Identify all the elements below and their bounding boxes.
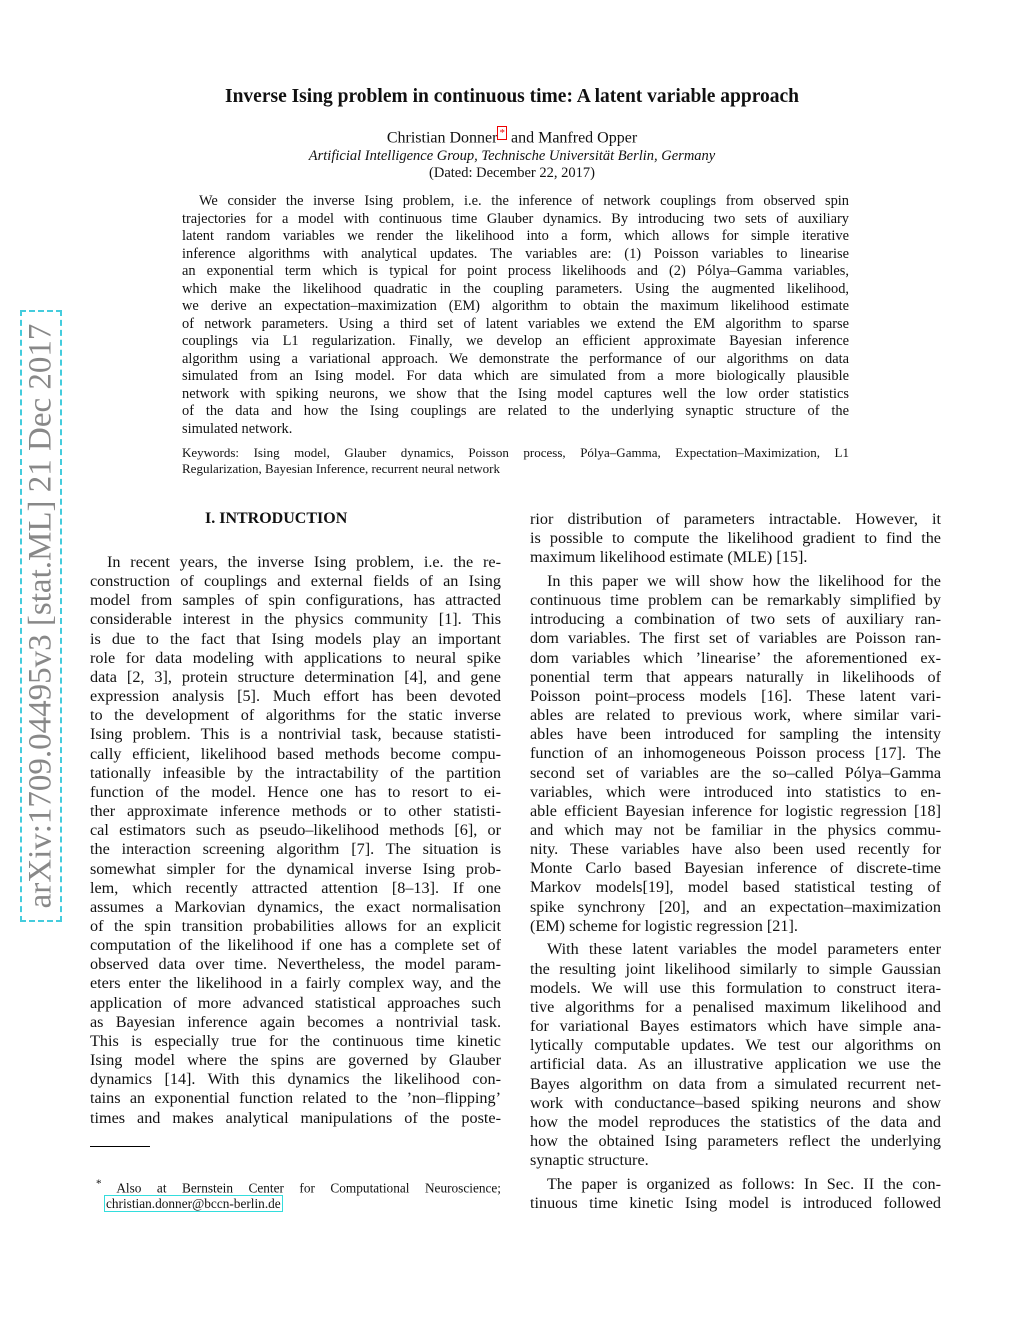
text-line: ables have been introduced for sampling the intensity (530, 725, 941, 744)
paragraph (90, 553, 501, 1128)
text-line: continuous time problem can be remarkably simplified by (530, 591, 941, 610)
left-column (90, 553, 501, 1128)
footnote-text: Also at Bernstein Center for Computational Neuroscience; (116, 1180, 501, 1196)
section-heading: I. INTRODUCTION (205, 510, 348, 527)
text-line: able efficient Bayesian inference for logistic regression [18] (530, 801, 941, 820)
text-line: lytically computable updates. We test our algorithms on (530, 1036, 941, 1055)
text-line: somewhat simpler for the dynamical inverse Ising prob- (90, 859, 501, 878)
text-line: tinuous time kinetic Ising model is introduced followed (530, 1193, 941, 1212)
text-line: Markov models[19], model based statistical testing of (530, 878, 941, 897)
text-line: model from samples of spin configurations, has attracted (90, 591, 501, 610)
text-line: function of the model. Hence one has to resort to ei- (90, 782, 501, 801)
paragraph (530, 940, 941, 1170)
text-line: ables are related to previous work, where similar vari- (530, 706, 941, 725)
text-line: This is especially true for the continuous time kinetic (90, 1031, 501, 1050)
email-link[interactable]: christian.donner@bccn-berlin.de (106, 1196, 281, 1212)
text-line: construction of couplings and external fields of an Ising (90, 572, 501, 591)
text-line: Bayes algorithm on data from a simulated recurrent net- (530, 1074, 941, 1093)
authors (0, 129, 1024, 147)
author-2: and Manfred Opper (506, 129, 638, 147)
text-line: role for data modeling with applications to neural spike (90, 648, 501, 667)
text-line: as Bayesian inference again becomes a nontrivial task. (90, 1012, 501, 1031)
text-line: expression analysis [5]. Much effort has been devoted (90, 687, 501, 706)
text-line: data [2, 3], protein structure determination [4], and gene (90, 667, 501, 686)
text-line: Monte Carlo based Bayesian inference of discrete-time (530, 859, 941, 878)
text-line: couplings via L1 regularization. Finally, we develop an efficient approximate Bayesian inference (182, 333, 849, 349)
text-line: simulated from an Ising model. For data which are simulated from a more biologically plausible (182, 368, 849, 384)
text-line: nity. These variables have also been used recently for (530, 840, 941, 859)
text-line: assumes a Markovian dynamics, the exact normalisation (90, 897, 501, 916)
text-line: is possible to compute the likelihood gradient to find the (530, 529, 941, 548)
text-line: simulated network. (182, 420, 293, 437)
text-line: of the data and how the Ising couplings are related to the underlying synaptic structure of the (182, 403, 849, 419)
text-line: artificial data. As an illustrative application we use the (530, 1055, 941, 1074)
text-line: second set of variables are the so–called Pólya–Gamma (530, 763, 941, 782)
text-line: models. We will use this formulation to construct itera- (530, 978, 941, 997)
arxiv-stamp (20, 310, 62, 922)
footnote (90, 1176, 501, 1212)
text-line: tationally infeasible by the intractability of the partition (90, 763, 501, 782)
text-line: Regularization, Bayesian Inference, recurrent neural network (182, 461, 500, 476)
text-line: In recent years, the inverse Ising problem, i.e. the re- (107, 553, 501, 571)
keywords (182, 445, 849, 477)
text-line: ther approximate inference methods or to other statisti- (90, 802, 501, 821)
text-line: of the spin transition probabilities allows for an explicit (90, 916, 501, 935)
paper-title: Inverse Ising problem in continuous time: A latent variable approach (224, 86, 800, 107)
text-line: With these latent variables the model parameters enter (547, 940, 941, 959)
text-line: dom variables which ’linearise’ the aforementioned ex- (530, 648, 941, 667)
text-line: introducing a combination of two sets of auxiliary ran- (530, 610, 941, 629)
text-line: times and makes analytical manipulations of the poste- (90, 1108, 501, 1127)
text-line: for variational Bayes estimators which have simple ana- (530, 1017, 941, 1036)
text-line: (EM) scheme for logistic regression [21]. (530, 916, 798, 935)
text-line: variables, which were introduced into statistics to en- (530, 782, 941, 801)
text-line: cal estimators such as pseudo–likelihood methods [6], or (90, 821, 501, 840)
text-line: synaptic structure. (530, 1151, 649, 1170)
text-line: Ising problem. This is a nontrivial task, because statisti- (90, 725, 501, 744)
text-line: cally efficient, likelihood based methods become compu- (90, 744, 501, 763)
text-line: work with conductance–based spiking neurons and show (530, 1093, 941, 1112)
text-line: and which may not be familiar in the physics commu- (530, 821, 941, 839)
text-line: inference algorithms with analytical updates. The variables are: (1) Poisson variables to linearise (182, 245, 849, 262)
text-line: dynamics [14]. With this dynamics the likelihood con- (90, 1070, 501, 1089)
text-line: ponential term that appears naturally in likelihoods of (530, 667, 941, 686)
arxiv-identifier: arXiv:1709.04495v3 [stat.ML] 21 Dec 2017 (22, 323, 59, 909)
text-line: The paper is organized as follows: In Sec. II the con- (547, 1174, 941, 1193)
text-line: lem, which recently attracted attention [8–13]. If one (90, 878, 501, 897)
text-line: dom variables. The first set of variables are Poisson ran- (530, 629, 941, 648)
text-line: algorithm using a variational approach. We demonstrate the performance of our algorithms on data (182, 350, 849, 367)
text-line: tains an exponential function related to the ’non–flipping’ (90, 1089, 501, 1108)
footnote-link[interactable]: * (499, 127, 505, 139)
text-line: how the obtained Ising parameters reflect the underlying (530, 1132, 941, 1150)
date: (Dated: December 22, 2017) (429, 165, 595, 181)
text-line: we derive an expectation–maximization (EM) algorithm to obtain the maximum likelihood estimate (182, 298, 849, 314)
text-line: the resulting joint likelihood similarly to simple Gaussian (530, 959, 941, 978)
paragraph (530, 510, 941, 567)
paragraph (530, 1175, 941, 1213)
author-1: Christian Donner (386, 129, 498, 147)
text-line: Keywords: Ising model, Glauber dynamics, Poisson process, Pólya–Gamma, Expectation–Maximization, L1 (182, 445, 849, 460)
text-line: of network parameters. Using a third set of latent variables we extend the EM algorithm to sparse (182, 315, 849, 332)
text-line: trajectories for a model with continuous time Glauber dynamics. By introducing two sets of auxiliary (182, 210, 849, 227)
footnote-mark: * (96, 1178, 102, 1190)
text-line: application of more advanced statistical approaches such (90, 993, 501, 1012)
text-line: eters enter the likelihood in a fairly complex way, and the (90, 974, 501, 993)
text-line: computation of the likelihood if one has a complete set of (90, 936, 501, 955)
text-line: rior distribution of parameters intractable. However, it (530, 510, 941, 528)
footnote-rule (90, 1146, 150, 1147)
text-line: considerable interest in the physics community [1]. This (90, 610, 501, 629)
text-line: to the development of algorithms for the static inverse (90, 706, 501, 725)
affiliation: Artificial Intelligence Group, Technische Universität Berlin, Germany (308, 148, 716, 164)
text-line: latent random variables we render the likelihood into a form, which allows for simple iterative (182, 228, 849, 244)
paragraph (530, 572, 941, 936)
right-column (530, 510, 941, 1213)
text-line: maximum likelihood estimate (MLE) [15]. (530, 548, 808, 567)
text-line: is due to the fact that Ising models play an important (90, 629, 501, 648)
text-line: In this paper we will show how the likelihood for the (547, 571, 941, 590)
text-line: observed data over time. Nevertheless, the model param- (90, 955, 501, 974)
text-line: We consider the inverse Ising problem, i.e. the inference of network couplings from observed spin (199, 193, 849, 209)
text-line: which make the likelihood quadratic in the coupling parameters. Using the augmented likelihood, (182, 280, 849, 297)
text-line: tive algorithms for a penalised maximum likelihood and (530, 997, 941, 1016)
abstract (182, 193, 849, 438)
text-line: the interaction screening algorithm [7]. The situation is (90, 840, 501, 859)
text-line: spike synchrony [20], and an expectation–maximization (530, 897, 941, 916)
text-line: Poisson point–process models [16]. These latent vari- (530, 686, 941, 705)
text-line: function of an inhomogeneous Poisson process [17]. The (530, 744, 941, 763)
text-line: Ising model where the spins are governed by Glauber (90, 1051, 501, 1070)
text-line: network with spiking neurons, we show that the Ising model captures well the low order statistics (182, 385, 849, 402)
text-line: how the model reproduces the statistics of the data and (530, 1112, 941, 1131)
text-line: an exponential term which is typical for point process likelihoods and (2) Pólya–Gamma variables, (182, 263, 849, 279)
